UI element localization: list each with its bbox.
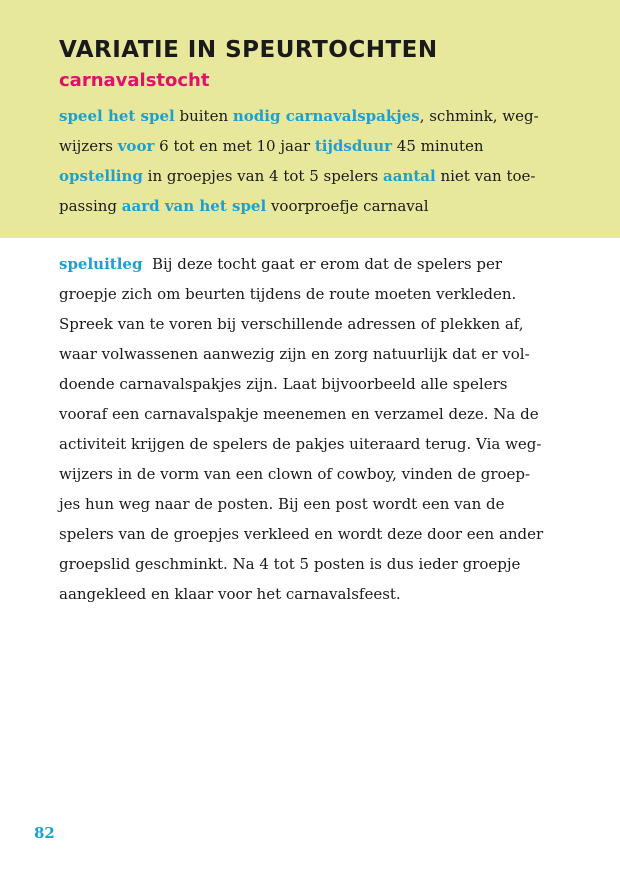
info-keyword: aard van het spel — [121, 197, 267, 215]
header-panel — [0, 0, 620, 238]
info-text: niet van toe- — [435, 167, 536, 185]
body-line: vooraf een carnavalspakje meenemen en verzamel deze. Na de — [59, 405, 539, 423]
game-info — [59, 101, 549, 221]
explanation-label: speluitleg — [59, 255, 143, 273]
page-number: 82 — [34, 824, 55, 842]
info-line — [59, 131, 549, 161]
info-keyword: voor — [117, 137, 155, 155]
info-keyword: aantal — [383, 167, 436, 185]
body-line: waar volwassenen aanwezig zijn en zorg natuurlijk dat er vol- — [59, 345, 530, 363]
info-text: wijzers — [59, 137, 118, 155]
body-line: jes hun weg naar de posten. Bij een post wordt een van de — [59, 495, 505, 513]
info-text: 6 tot en met 10 jaar — [154, 137, 315, 155]
body-line: activiteit krijgen de spelers de pakjes uiteraard terug. Via weg- — [59, 435, 542, 453]
info-line — [59, 191, 549, 221]
page-title: VARIATIE IN SPEURTOCHTEN — [59, 37, 438, 63]
info-keyword: tijdsduur — [314, 137, 393, 155]
info-text: passing — [59, 197, 122, 215]
info-keyword: nodig carnavalspakjes — [232, 107, 420, 125]
info-line — [59, 161, 549, 191]
body-line: groepslid geschminkt. Na 4 tot 5 posten is dus ieder groepje — [59, 555, 521, 573]
body-line: doende carnavalspakjes zijn. Laat bijvoorbeeld alle spelers — [59, 375, 508, 393]
body-line: wijzers in de vorm van een clown of cowboy, vinden de groep- — [59, 465, 531, 483]
info-text: , schmink, weg- — [419, 107, 539, 125]
body-line: aangekleed en klaar voor het carnavalsfeest. — [59, 585, 401, 603]
body-text: Bij deze tocht gaat er erom dat de spelers per — [142, 255, 503, 273]
body-line: Spreek van te voren bij verschillende adressen of plekken af, — [59, 315, 524, 333]
body-line: groepje zich om beurten tijdens de route moeten verkleden. — [59, 285, 517, 303]
body-line: spelers van de groepjes verkleed en wordt deze door een ander — [59, 525, 544, 543]
body-line — [59, 249, 564, 279]
info-text: voorproefje carnaval — [266, 197, 429, 215]
info-text: in groepjes van 4 tot 5 spelers — [142, 167, 383, 185]
info-text: buiten — [174, 107, 233, 125]
info-keyword: opstelling — [59, 167, 143, 185]
game-explanation — [59, 249, 564, 609]
info-keyword: speel het spel — [59, 107, 175, 125]
info-line — [59, 101, 549, 131]
info-text: 45 minuten — [392, 137, 484, 155]
page-subtitle: carnavalstocht — [59, 70, 210, 91]
